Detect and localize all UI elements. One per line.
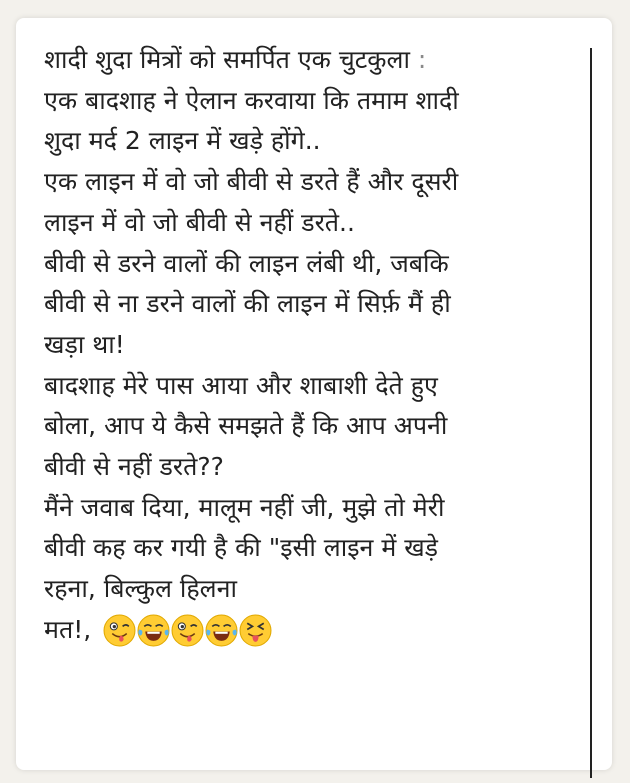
laughing-tears-emoji: [205, 614, 238, 647]
joke-title-line: [44, 40, 584, 81]
squint-tongue-emoji: [239, 614, 272, 647]
joke-line: लाइन में वो जो बीवी से नहीं डरते..: [44, 207, 355, 237]
joke-line: रहना, बिल्कुल हिलना: [44, 574, 237, 604]
joke-line: बीवी से नहीं डरते??: [44, 452, 224, 482]
tongue-wink-emoji: [103, 614, 136, 647]
joke-line: एक लाइन में वो जो बीवी से डरते हैं और दूसरी: [44, 167, 459, 197]
joke-line: बोला, आप ये कैसे समझते हैं कि आप अपनी: [44, 411, 448, 441]
tongue-wink-emoji: [171, 614, 204, 647]
emoji-row: [103, 614, 272, 647]
joke-line: एक बादशाह ने ऐलान करवाया कि तमाम शादी: [44, 85, 459, 115]
vertical-divider: [590, 48, 592, 778]
joke-last-line: [44, 610, 584, 651]
joke-ending: मत!,: [44, 614, 92, 644]
joke-text: [44, 40, 584, 651]
laughing-tears-emoji: [137, 614, 170, 647]
joke-line: खड़ा था!: [44, 329, 125, 359]
joke-line: बीवी से ना डरने वालों की लाइन में सिर्फ़ मैं ही: [44, 289, 451, 319]
post-card: [16, 18, 612, 770]
joke-title: शादी शुदा मित्रों को समर्पित एक चुटकुला: [44, 45, 410, 74]
joke-line: शुदा मर्द 2 लाइन में खड़े होंगे..: [44, 126, 321, 156]
joke-line: बीवी कह कर गयी है की "इसी लाइन में खड़े: [44, 533, 439, 563]
joke-line: बीवी से डरने वालों की लाइन लंबी थी, जबकि: [44, 248, 449, 278]
joke-line: बादशाह मेरे पास आया और शाबाशी देते हुए: [44, 370, 438, 400]
title-colon: :: [417, 45, 427, 74]
joke-line: मैंने जवाब दिया, मालूम नहीं जी, मुझे तो मेरी: [44, 492, 445, 522]
